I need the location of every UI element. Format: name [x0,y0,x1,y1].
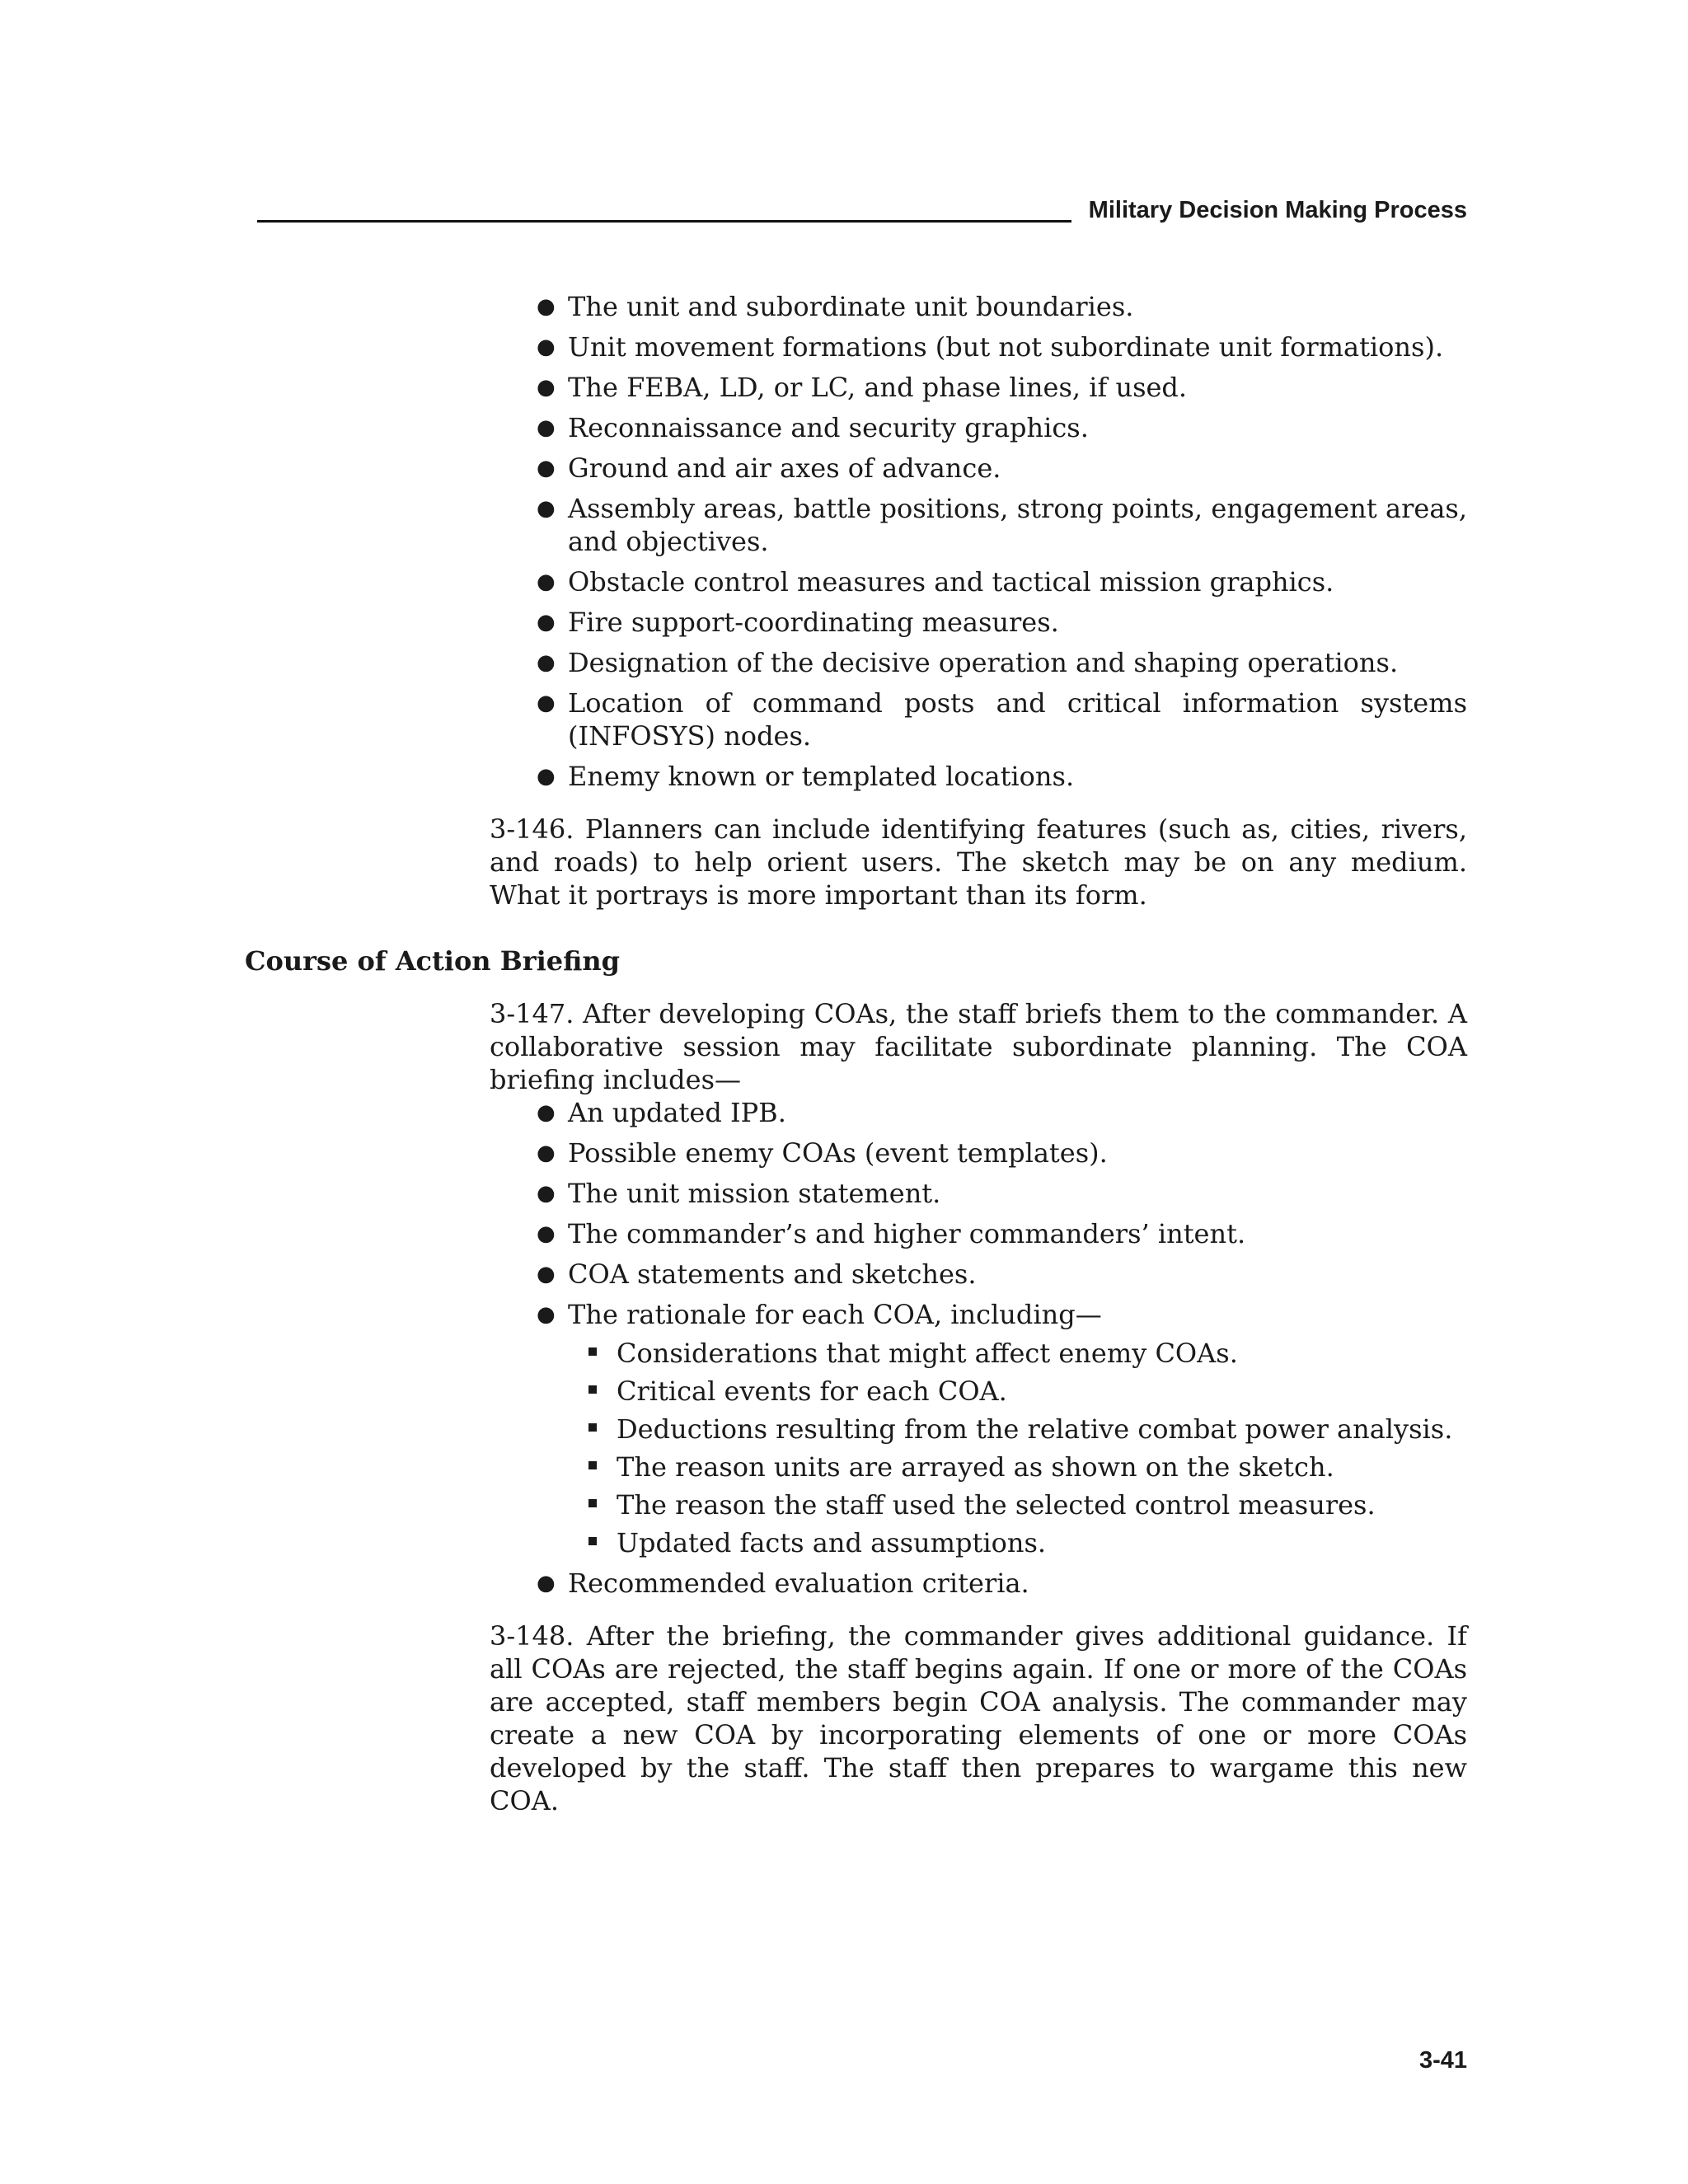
list-item: ● Enemy known or templated locations. [537,761,1075,792]
list-item: ● Obstacle control measures and tactical mission graphics. [537,566,1334,598]
bullet-icon: ● [537,691,556,715]
bullet-icon: ● [537,1221,556,1246]
paragraph-3-148: 3-148. After the briefing, the commander gives additional guidance. If all COAs are rejected, the staff begins again. If one or more of the COAs are accepted, staff members begin COA analysis. The commander may create a new COA by incorporating elements of one or more COAs developed by the staff. The staff then prepares to wargame this new COA. [490,1620,1467,1816]
paragraph-3-146: 3-146. Planners can include identifying features (such as, cities, rivers, and roads) to help orient users. The sketch may be on any medium. What it portrays is more important than its form. [490,813,1467,911]
bullet-icon: ● [537,496,556,521]
list-item: ● An updated IPB. [537,1097,786,1128]
bullet-icon: ● [537,1302,556,1327]
square-bullet-icon [588,1385,597,1394]
list-item: ● COA statements and sketches. [537,1258,977,1290]
list-item: ● The unit mission statement. [537,1178,941,1209]
list-item: ● The FEBA, LD, or LC, and phase lines, if used. [537,372,1188,403]
paragraph-3-147: 3-147. After developing COAs, the staff briefs them to the commander. A collaborative session may facilitate subordinate planning. The COA briefing includes— [490,998,1467,1095]
bullet-icon: ● [537,415,556,440]
list-item: ● Designation of the decisive operation and shaping operations. [537,647,1399,678]
list-item: ● Fire support-coordinating measures. [537,607,1059,638]
list-item: ● The unit and subordinate unit boundaries. [537,291,1134,322]
sub-list-item: Considerations that might affect enemy COAs. [617,1337,1467,1370]
list-item: ● The commander’s and higher commanders’ intent. [537,1218,1246,1249]
list-item: ● Unit movement formations (but not subordinate unit formations). [537,331,1444,363]
bullet-icon: ● [537,610,556,635]
header-title: Military Decision Making Process [1088,197,1467,223]
bullet-icon: ● [537,1100,556,1125]
bullet-icon: ● [537,1141,556,1165]
list-item: ● Location of command posts and critical information systems (INFOSYS) nodes. [537,687,1467,752]
sub-list-item: The reason units are arrayed as shown on the sketch. [617,1451,1467,1483]
list-item: ● Assembly areas, battle positions, strong points, engagement areas, and objectives. [537,493,1467,557]
list-item: ● Recommended evaluation criteria. [537,1568,1029,1599]
sub-list-item: Critical events for each COA. [617,1375,1467,1408]
bullet-icon: ● [537,1181,556,1206]
bullet-icon: ● [537,1571,556,1596]
bullet-icon: ● [537,569,556,594]
list-item: ● Reconnaissance and security graphics. [537,412,1089,443]
sub-list-item: Updated facts and assumptions. [617,1526,1467,1559]
page-header [257,196,1467,226]
list-item: ● Ground and air axes of advance. [537,452,1001,484]
section-heading: Course of Action Briefing [245,945,621,977]
square-bullet-icon [588,1499,597,1507]
bullet-icon: ● [537,335,556,359]
square-bullet-icon [588,1537,597,1545]
bullet-icon: ● [537,764,556,789]
header-rule [257,220,1071,223]
bullet-icon: ● [537,650,556,675]
bullet-icon: ● [537,456,556,480]
page-number: 3-41 [1418,2047,1467,2074]
page-content [245,290,1467,1817]
square-bullet-icon [588,1423,597,1432]
sub-list-item: The reason the staff used the selected control measures. [617,1488,1467,1521]
sub-list-item: Deductions resulting from the relative combat power analysis. [617,1413,1467,1446]
bullet-icon: ● [537,1262,556,1286]
bullet-icon: ● [537,375,556,400]
rationale-sublist [568,1337,1467,1559]
list-item: ● Possible enemy COAs (event templates). [537,1137,1108,1169]
sketch-items-list [490,290,1467,793]
bullet-icon: ● [537,294,556,319]
briefing-items-list [490,1096,1467,1600]
list-item: ● The rationale for each COA, including— Considerations that might affect enemy COAs. Critical events for each COA. Deductions resulting from the relative combat power analysis. The reason units are arrayed as shown on the sketch. The reason the staff used the selected control measures. Updated facts and assumptions. [568,1298,1467,1559]
square-bullet-icon [588,1347,597,1356]
square-bullet-icon [588,1461,597,1469]
